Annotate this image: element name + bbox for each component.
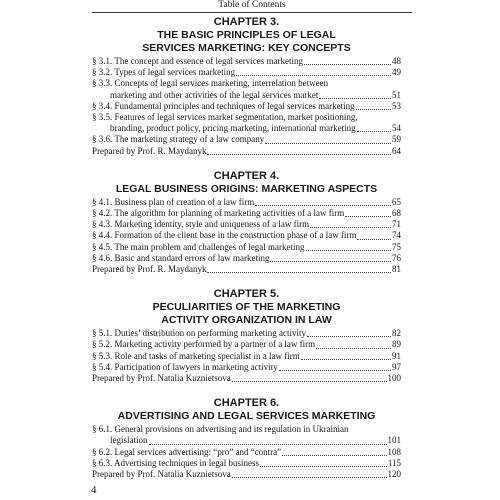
dot-leader (356, 108, 391, 110)
toc-entry-list (92, 328, 401, 384)
toc-page-number: 97 (392, 361, 401, 372)
toc-page-number: 51 (392, 89, 401, 100)
toc-entry-text: branding, product policy, pricing marketing, international marketing (110, 123, 356, 134)
chapter-block (92, 16, 401, 157)
toc-entry-text: § 3.5. Features of legal services market segmentation, market positioning, (92, 112, 358, 123)
toc-entry[interactable] (92, 253, 401, 264)
dot-leader (310, 226, 391, 228)
toc-entry[interactable] (92, 219, 401, 230)
toc-entry-text: § 3.2. Types of legal services marketing (92, 67, 236, 78)
toc-entry-text: Prepared by Prof. Natalia Kuznietsova (92, 469, 231, 480)
toc-entry-text: § 3.6. The marketing strategy of a law company (92, 134, 265, 145)
chapter-title-line: LEGAL BUSINESS ORIGINS: MARKETING ASPECTS (115, 182, 378, 195)
toc-entry[interactable] (92, 208, 401, 219)
toc-entry[interactable] (92, 328, 401, 339)
toc-entry-text: § 5.1. Duties’ distribution on performing marketing activity (92, 328, 307, 339)
chapter-title-line: SERVICES MARKETING: KEY CONCEPTS (142, 42, 351, 54)
toc-entry[interactable] (92, 197, 401, 208)
toc-page-number: 49 (392, 67, 401, 78)
toc-entry-text: Prepared by Prof. R. Maydanyk (92, 264, 207, 275)
toc-entry-list (92, 424, 401, 480)
dot-leader (307, 335, 391, 337)
toc-author-line[interactable] (92, 146, 401, 157)
toc-entry-text: § 5.3. Role and tasks of marketing specialist in a law firm (92, 350, 300, 361)
toc-entry-text: Prepared by Prof. R. Maydanyk (92, 145, 207, 156)
toc-entry[interactable] (92, 351, 401, 362)
dot-leader (357, 238, 391, 240)
dot-leader (301, 358, 391, 360)
dot-leader (236, 74, 391, 76)
toc-entry[interactable] (92, 134, 401, 145)
toc-entry-text: § 3.3. Concepts of legal services marketing, interrelation between (92, 78, 329, 89)
toc-entry-text: § 4.6. Basic and standard errors of law marketing (92, 252, 270, 263)
chapter-block (92, 288, 401, 384)
toc-page-number: 76 (392, 252, 401, 263)
chapter-title-line: PECULIARITIES OF THE MARKETING (152, 301, 341, 314)
dot-leader (319, 97, 391, 99)
toc-page-number: 48 (392, 56, 401, 66)
dot-leader (260, 465, 387, 467)
toc-page-number: 108 (387, 446, 401, 457)
running-header (92, 0, 412, 13)
toc-entry-text: § 5.4. Participation of lawyers in marketing activity (92, 361, 278, 372)
chapter-block (92, 170, 401, 275)
toc-entry[interactable] (92, 112, 401, 134)
toc-entry[interactable] (92, 230, 401, 241)
toc-page-number: 82 (392, 328, 401, 339)
toc-entry-text: legislation (110, 435, 148, 446)
toc-page-number: 91 (392, 350, 401, 361)
toc-entry-list (92, 197, 401, 275)
toc-page-number: 54 (392, 123, 401, 134)
toc-page-number: 59 (392, 134, 401, 145)
toc-page-number: 64 (392, 145, 401, 156)
toc-entry-text: § 4.4. Formation of the client base in the construction phase of a law firm (92, 230, 357, 241)
toc-entry[interactable] (92, 458, 401, 469)
toc-page-number: 115 (387, 457, 401, 468)
dot-leader (232, 380, 387, 382)
toc-entry[interactable] (92, 339, 401, 350)
chapter-number: CHAPTER 5. (213, 288, 280, 301)
dot-leader (255, 204, 391, 206)
toc-page-number: 65 (392, 196, 401, 207)
chapter-block (92, 397, 401, 480)
toc-entry[interactable] (92, 424, 401, 446)
dot-leader (357, 130, 391, 132)
toc-entry-text: § 3.4. Fundamental principles and techniques of legal services marketing (92, 100, 355, 111)
chapter-number: CHAPTER 6. (213, 397, 280, 410)
dot-leader (265, 142, 391, 144)
toc-author-line[interactable] (92, 469, 401, 480)
toc-entry-text: § 4.5. The main problem and challenges of legal marketing (92, 241, 305, 252)
page-number: 4 (91, 484, 97, 496)
toc-entry-text: § 4.2. The algorithm for planning of marketing activities of a law firm (92, 208, 345, 219)
toc-entry-text: § 6.1. General provisions on advertising and its regulation in Ukrainian (92, 424, 349, 435)
dot-leader (207, 271, 391, 273)
dot-leader (304, 63, 391, 65)
dot-leader (232, 476, 387, 478)
toc-entry[interactable] (92, 362, 401, 373)
toc-entry[interactable] (92, 78, 401, 100)
toc-entry[interactable] (92, 242, 401, 253)
dot-leader (149, 443, 387, 445)
toc-entry-list (92, 56, 401, 157)
chapter-title-line: ACTIVITY ORGANIZATION IN LAW (161, 314, 332, 327)
toc-page-number: 81 (392, 264, 401, 275)
dot-leader (282, 454, 386, 456)
toc-page-number: 71 (392, 219, 401, 230)
toc-page-number: 74 (392, 230, 401, 241)
toc-entry-text: § 4.3. Marketing identity, style and uniqueness of a law firm (92, 219, 310, 230)
dot-leader (207, 153, 391, 155)
dot-leader (345, 215, 391, 217)
chapter-title-line: ADVERTISING AND LEGAL SERVICES MARKETING (117, 410, 376, 423)
toc-page-number: 53 (392, 100, 401, 111)
dot-leader (270, 260, 391, 262)
toc-entry-text: § 6.3. Advertising techniques in legal business (92, 457, 259, 468)
chapter-title-line: THE BASIC PRINCIPLES OF LEGAL (157, 29, 336, 41)
dot-leader (279, 369, 391, 371)
toc-entry[interactable] (92, 67, 401, 78)
toc-entry-text: § 4.1. Business plan of creation of a law firm (92, 196, 255, 207)
toc-entry-text: § 6.2. Legal services advertising: “pro” and “contra” (92, 446, 282, 457)
dot-leader (306, 249, 391, 251)
table-of-contents (92, 16, 401, 493)
running-header-title: Table of Contents (218, 0, 286, 10)
toc-entry-text: Prepared by Prof. Natalia Kuznietsova (92, 373, 231, 384)
chapter-number: CHAPTER 3. (213, 16, 280, 28)
toc-author-line[interactable] (92, 373, 401, 384)
chapter-number: CHAPTER 4. (213, 169, 280, 182)
toc-page-number: 120 (387, 469, 401, 480)
dot-leader (316, 347, 391, 349)
toc-author-line[interactable] (92, 264, 401, 275)
toc-page-number: 75 (392, 241, 401, 252)
toc-entry[interactable] (92, 101, 401, 112)
toc-entry-text: § 3.1. The concept and essence of legal services marketing (92, 56, 304, 66)
toc-entry[interactable] (92, 56, 401, 67)
toc-entry-text: § 5.2. Marketing activity performed by a partner of a law firm (92, 339, 316, 350)
toc-page-number: 100 (387, 373, 401, 384)
toc-page-number: 101 (387, 435, 401, 446)
toc-entry-text: marketing and other activities of the legal services market (110, 89, 319, 100)
toc-page-number: 89 (392, 339, 401, 350)
toc-entry[interactable] (92, 447, 401, 458)
toc-page-number: 68 (392, 208, 401, 219)
